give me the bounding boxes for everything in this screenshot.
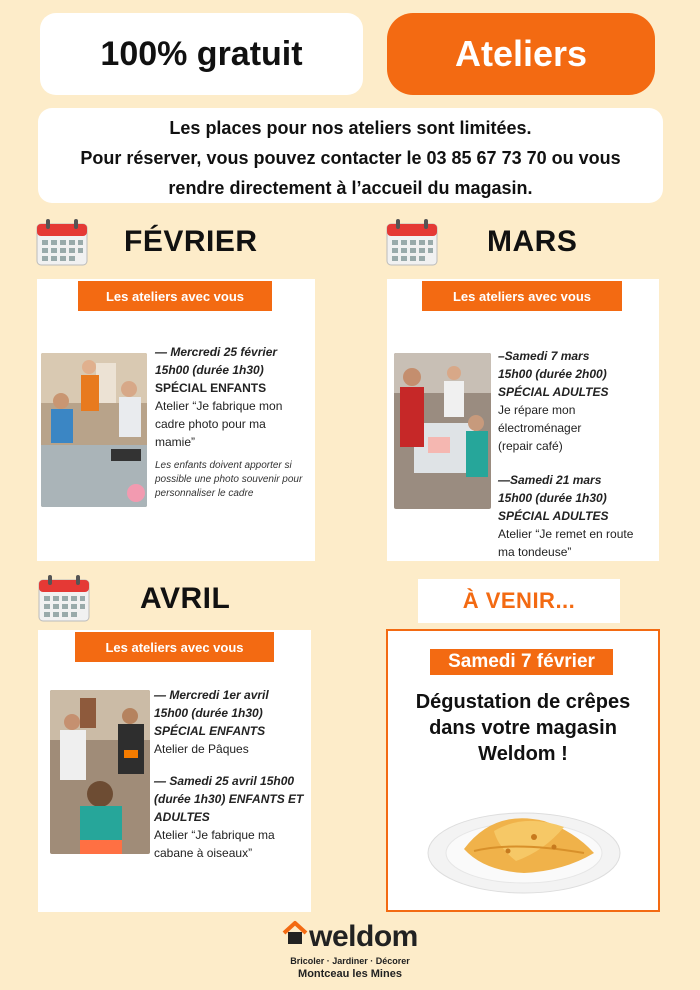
promo-text — [388, 689, 658, 767]
event-audience: SPÉCIAL ADULTES — [498, 385, 609, 399]
event-desc: cadre photo pour ma — [155, 417, 266, 431]
promo-line-3: Weldom ! — [478, 743, 568, 765]
month-title-mars: MARS — [487, 225, 578, 258]
event-date: — Mercredi 1er avril — [154, 688, 269, 702]
coming-soon-label: À VENIR... — [418, 579, 620, 623]
event-note: Les enfants doivent apporter si possible une photo souvenir pour personnaliser le cadre — [155, 460, 303, 499]
brand-name: weldom — [309, 920, 418, 953]
mars-photo — [394, 353, 491, 509]
calendar-icon — [386, 218, 438, 266]
event-date: — Samedi 25 avril 15h00 — [154, 774, 295, 788]
event-desc: (repair café) — [498, 439, 563, 453]
mars-card — [387, 279, 659, 561]
fevrier-card — [37, 279, 315, 561]
calendar-icon — [38, 574, 90, 622]
reservation-info — [38, 108, 663, 203]
event-audience: SPÉCIAL ADULTES — [498, 509, 609, 523]
event-date: –Samedi 7 mars — [498, 349, 590, 363]
event-time: 15h00 (durée 2h00) — [498, 367, 607, 381]
avril-banner: Les ateliers avec vous — [75, 632, 274, 662]
avril-photo — [50, 690, 150, 854]
promo-line-2: dans votre magasin — [429, 717, 617, 739]
event-date: — Mercredi 25 février — [155, 345, 278, 359]
fevrier-banner: Les ateliers avec vous — [78, 281, 272, 311]
info-line-1: Les places pour nos ateliers sont limitées. — [169, 118, 532, 138]
event-time: (durée 1h30) ENFANTS ET — [154, 792, 304, 806]
house-roof-icon — [282, 920, 308, 954]
event-audience: ADULTES — [154, 810, 210, 824]
event-desc: Atelier “Je fabrique ma — [154, 828, 275, 842]
mars-event-2 — [498, 471, 658, 561]
ateliers-badge — [387, 13, 655, 95]
coming-soon-card — [386, 629, 660, 912]
promo-line-1: Dégustation de crêpes — [415, 691, 631, 713]
event-desc: mamie” — [155, 435, 196, 449]
event-desc: cabane à oiseaux” — [154, 846, 253, 860]
mars-banner: Les ateliers avec vous — [422, 281, 622, 311]
weldom-brand — [250, 920, 450, 980]
event-desc: électroménager — [498, 421, 582, 435]
info-line-2: Pour réserver, vous pouvez contacter le 03 85 67 73 70 ou vous — [80, 148, 621, 168]
event-audience: SPÉCIAL ENFANTS — [154, 724, 266, 738]
event-date: —Samedi 21 mars — [498, 473, 602, 487]
month-title-avril: AVRIL — [140, 582, 231, 615]
free-badge — [40, 13, 363, 95]
avril-card — [38, 630, 311, 912]
event-desc: Atelier “Je fabrique mon — [155, 399, 283, 413]
event-desc: Atelier de Pâques — [154, 742, 249, 756]
info-line-3: rendre directement à l’accueil du magasin. — [168, 178, 533, 198]
calendar-icon — [36, 218, 88, 266]
brand-logo — [250, 920, 450, 954]
event-time: 15h00 (durée 1h30) — [154, 706, 263, 720]
month-title-fevrier: FÉVRIER — [124, 225, 258, 258]
event-time: 15h00 (durée 1h30) — [155, 363, 264, 377]
brand-tagline: Bricoler · Jardiner · Décorer — [290, 956, 410, 966]
avril-event-1 — [154, 686, 312, 758]
event-audience: SPÉCIAL ENFANTS — [155, 381, 267, 395]
free-label: 100% gratuit — [100, 34, 303, 73]
fevrier-photo — [41, 353, 147, 507]
avril-event-2 — [154, 772, 312, 862]
promo-date: Samedi 7 février — [430, 649, 613, 675]
mars-event-1 — [498, 347, 658, 455]
crepes-image — [424, 791, 624, 901]
ateliers-label: Ateliers — [454, 33, 588, 74]
brand-city: Montceau les Mines — [298, 968, 402, 980]
event-time: 15h00 (durée 1h30) — [498, 491, 607, 505]
fevrier-event-1 — [155, 343, 313, 501]
event-desc: Je répare mon — [498, 403, 576, 417]
event-desc: ma tondeuse” — [498, 545, 572, 559]
event-desc: Atelier “Je remet en route — [498, 527, 634, 541]
